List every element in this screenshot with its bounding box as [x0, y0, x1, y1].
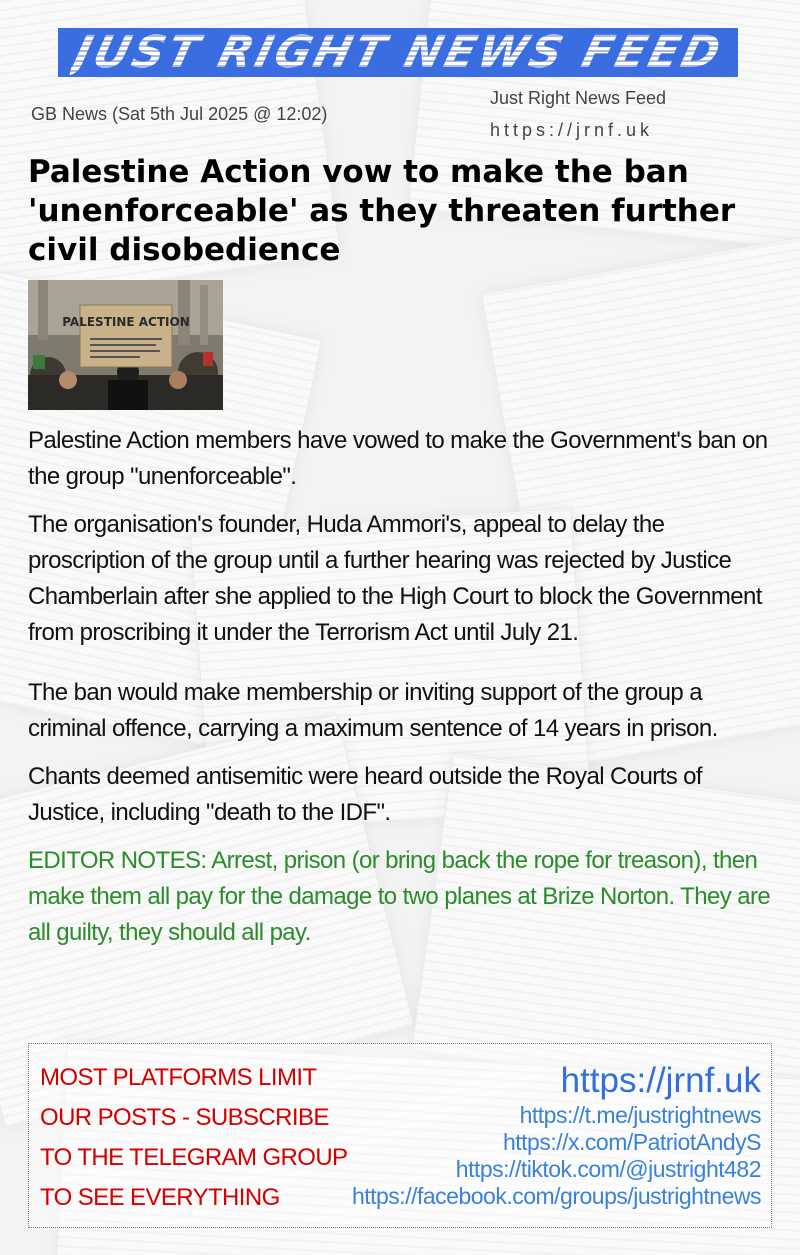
article-headline: Palestine Action vow to make the ban 'unenforceable' as they threaten further civil disobedience	[28, 154, 736, 268]
social-links	[352, 1060, 761, 1210]
cta-line: TO SEE EVERYTHING	[40, 1184, 280, 1211]
x-link[interactable]: https://x.com/PatriotAndyS	[502, 1129, 761, 1155]
site-name: Just Right News Feed	[490, 88, 667, 108]
facebook-link[interactable]: https://facebook.com/groups/justrightnews	[351, 1183, 761, 1209]
cta-line: OUR POSTS - SUBSCRIBE	[40, 1104, 329, 1131]
article-photo	[28, 280, 223, 410]
source-line: GB News (Sat 5th Jul 2025 @ 12:02)	[31, 104, 328, 124]
telegram-link[interactable]: https://t.me/justrightnews	[519, 1102, 761, 1128]
paragraph: The organisation's founder, Huda Ammori's, appeal to delay the proscription of the group until a further hearing was rejected by Justice Chamberlain after she applied to the High Court to block the Government from proscribing it under the Terrorism Act until July 21.	[28, 511, 762, 646]
article-body	[28, 423, 773, 963]
subscribe-panel	[28, 1043, 772, 1228]
tiktok-link[interactable]: https://tiktok.com/@justright482	[455, 1156, 761, 1182]
cta-line: MOST PLATFORMS LIMIT	[40, 1064, 317, 1091]
sign-text: PALESTINE ACTION	[62, 315, 190, 329]
editor-notes: EDITOR NOTES: Arrest, prison (or bring back the rope for treason), then make them all pay for the damage to two planes at Brize Norton. They are all guilty, they should all pay.	[28, 847, 771, 946]
subscribe-message	[40, 1058, 347, 1218]
site-url[interactable]: https://jrnf.uk	[490, 120, 654, 140]
paragraph: Chants deemed antisemitic were heard outside the Royal Courts of Justice, including "death to the IDF".	[28, 763, 702, 826]
paragraph: The ban would make membership or inviting support of the group a criminal offence, carrying a maximum sentence of 14 years in prison.	[28, 679, 718, 742]
cta-line: TO THE TELEGRAM GROUP	[40, 1144, 348, 1171]
website-link[interactable]: https://jrnf.uk	[560, 1061, 761, 1100]
site-banner	[58, 28, 738, 77]
paragraph: Palestine Action members have vowed to make the Government's ban on the group "unenforceable".	[28, 427, 768, 490]
banner-title: JUST RIGHT NEWS FEED	[68, 27, 728, 78]
